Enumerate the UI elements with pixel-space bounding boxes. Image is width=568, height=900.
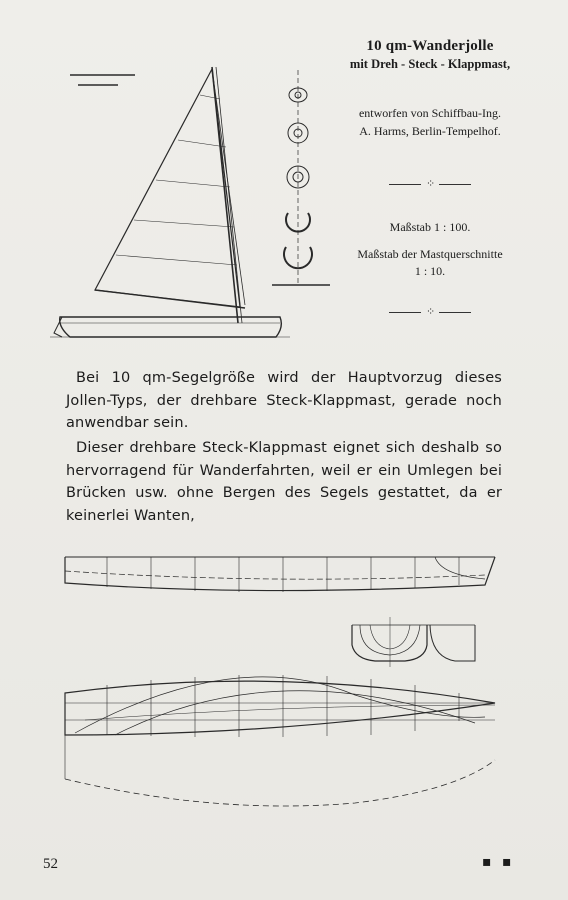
boat-subtitle: mit Dreh - Steck - Klappmast, [349,57,511,71]
ornament-glyph: ⁘ [426,177,436,190]
scale-overall: Maßstab 1 : 100. [389,220,471,234]
scale-mast-line-2: 1 : 10. [414,264,446,278]
scale-mast-line-1: Maßstab der Mastquerschnitte [357,247,503,261]
body-paragraph-2: Dieser drehbare Steck-Klappmast eignet sich deshalb so hervorragend für Wanderfahrten, weil er ein Umlegen bei Brücken usw. ohne Bergen des Segels gestattet, da er keinerlei Wanten, [66,440,502,524]
scale-mast [330,246,530,280]
page-number: 52 [43,856,58,872]
title-block [330,38,530,72]
ornament-divider [389,178,471,190]
designer-credit [330,104,530,140]
ornament-glyph: ⁘ [426,305,436,318]
hull-lines-drawing [55,545,525,815]
designer-line-1: entworfen von Schiffbau-Ing. [358,106,502,120]
body-paragraph-1: Bei 10 qm-Segelgröße wird der Hauptvorzug dieses Jollen-Typs, der drehbare Steck-Klappmast, gerade noch anwendbar sein. [66,370,502,431]
sail-plan-drawing [40,55,340,350]
ornament-divider [389,306,471,318]
designer-line-2: A. Harms, Berlin-Tempelhof. [359,124,501,138]
print-marks: ▪ ▪ [482,854,515,870]
boat-title: 10 qm-Wanderjolle [366,38,494,54]
